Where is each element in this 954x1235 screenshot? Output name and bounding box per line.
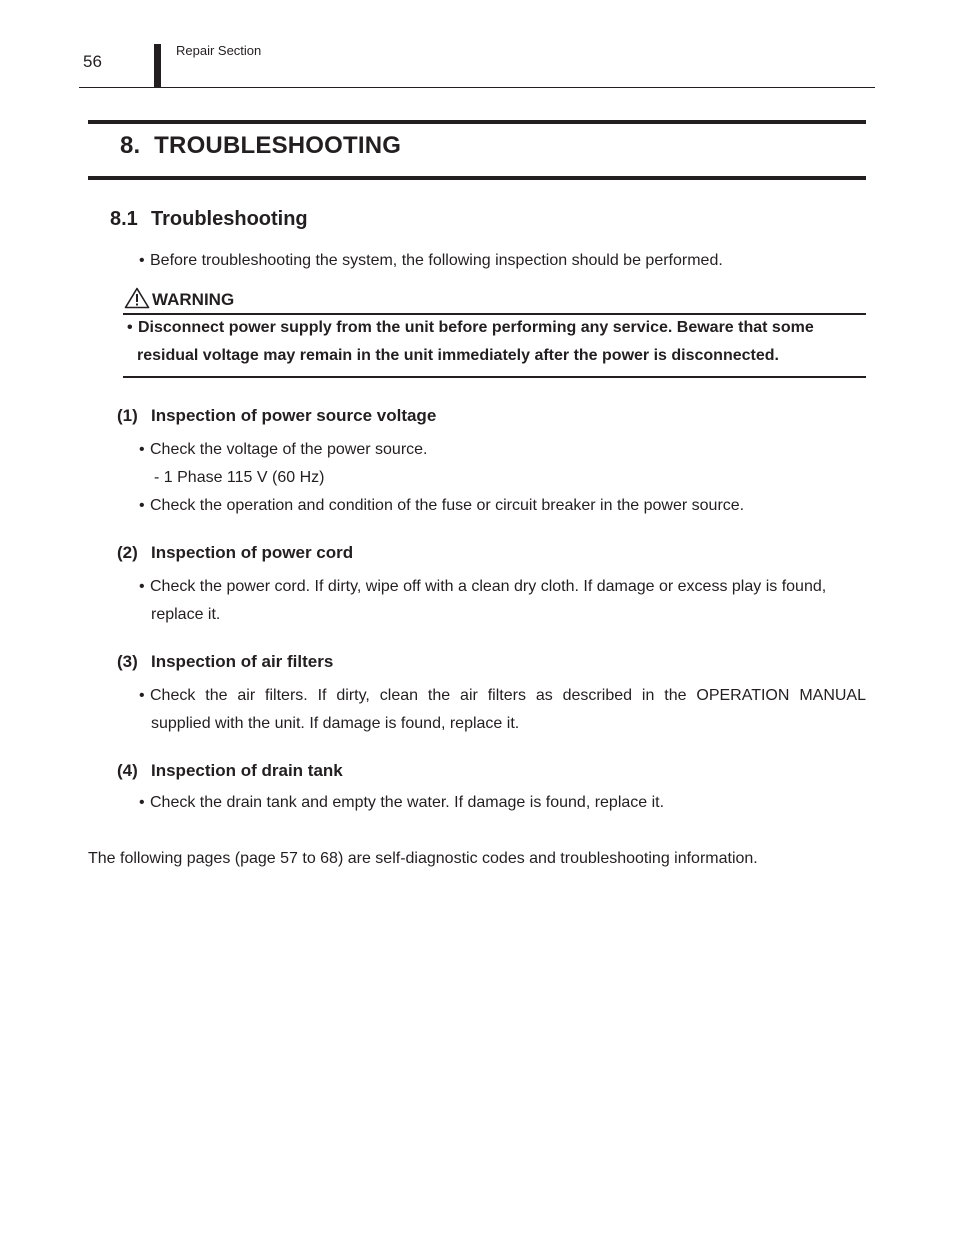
bullet: •	[139, 794, 145, 811]
warning-heading	[124, 287, 234, 310]
inspection-title-text: Inspection of power cord	[151, 543, 354, 562]
chapter-number: 8.	[120, 132, 141, 159]
chapter-rule-bottom	[88, 176, 866, 180]
bullet: •	[139, 578, 145, 595]
bullet: •	[139, 497, 145, 514]
inspection-number: (3)	[117, 652, 138, 671]
list-item	[139, 789, 866, 817]
header-section-label: Repair Section	[176, 43, 262, 58]
list-item-line-2: replace it.	[151, 606, 221, 623]
warning-text-1: Disconnect power supply from the unit before performing any service. Beware that some	[138, 319, 814, 336]
inspection-4-title	[117, 761, 343, 781]
inspection-number: (2)	[117, 543, 138, 562]
list-item-text: Check the operation and condition of the fuse or circuit breaker in the power source.	[150, 497, 745, 514]
chapter-rule-top	[88, 120, 866, 124]
warning-label: WARNING	[152, 290, 235, 309]
header-bar	[154, 44, 161, 88]
list-item-line-1	[139, 682, 866, 710]
list-item-line-2: supplied with the unit. If damage is found, replace it.	[151, 715, 520, 732]
inspection-title-text: Inspection of air filters	[151, 652, 334, 671]
inspection-title-text: Inspection of power source voltage	[151, 406, 437, 425]
list-item	[139, 436, 866, 464]
section-title-text: Troubleshooting	[151, 208, 308, 230]
list-item-text: Check the voltage of the power source.	[150, 441, 428, 458]
list-item-text: Check the drain tank and empty the water. If damage is found, replace it.	[150, 794, 665, 811]
bullet: •	[139, 252, 145, 269]
list-item-text: Check the air filters. If dirty, clean the air filters as described in the OPERATION MANUAL	[150, 687, 866, 704]
warning-body	[127, 314, 867, 370]
page-number: 56	[83, 52, 102, 71]
bullet: •	[127, 319, 133, 336]
section-title	[110, 208, 308, 231]
list-item	[139, 682, 866, 738]
intro-item	[139, 247, 866, 275]
warning-line-1	[127, 314, 867, 342]
inspection-3-title	[117, 652, 333, 672]
list-item	[139, 492, 866, 520]
inspection-1-title	[117, 406, 436, 426]
inspection-number: (1)	[117, 406, 138, 425]
chapter-title	[120, 132, 401, 160]
inspection-title-text: Inspection of drain tank	[151, 761, 343, 780]
warning-rule-bottom	[123, 376, 866, 378]
list-item-line-1	[139, 573, 866, 601]
section-number: 8.1	[110, 208, 138, 230]
list-item	[139, 573, 866, 629]
warning-triangle-icon	[124, 287, 150, 309]
bullet: •	[139, 687, 145, 704]
warning-line-2: residual voltage may remain in the unit immediately after the power is disconnected.	[137, 347, 779, 364]
intro-text: Before troubleshooting the system, the following inspection should be performed.	[150, 252, 723, 269]
list-item-text: Check the power cord. If dirty, wipe off with a clean dry cloth. If damage or excess play is found,	[150, 578, 827, 595]
inspection-number: (4)	[117, 761, 138, 780]
chapter-title-text: TROUBLESHOOTING	[154, 132, 402, 159]
closing-note: The following pages (page 57 to 68) are self-diagnostic codes and troubleshooting information.	[88, 850, 758, 867]
header-divider	[79, 87, 875, 88]
bullet: •	[139, 441, 145, 458]
sub-list-item: - 1 Phase 115 V (60 Hz)	[154, 469, 325, 486]
inspection-2-title	[117, 543, 353, 563]
